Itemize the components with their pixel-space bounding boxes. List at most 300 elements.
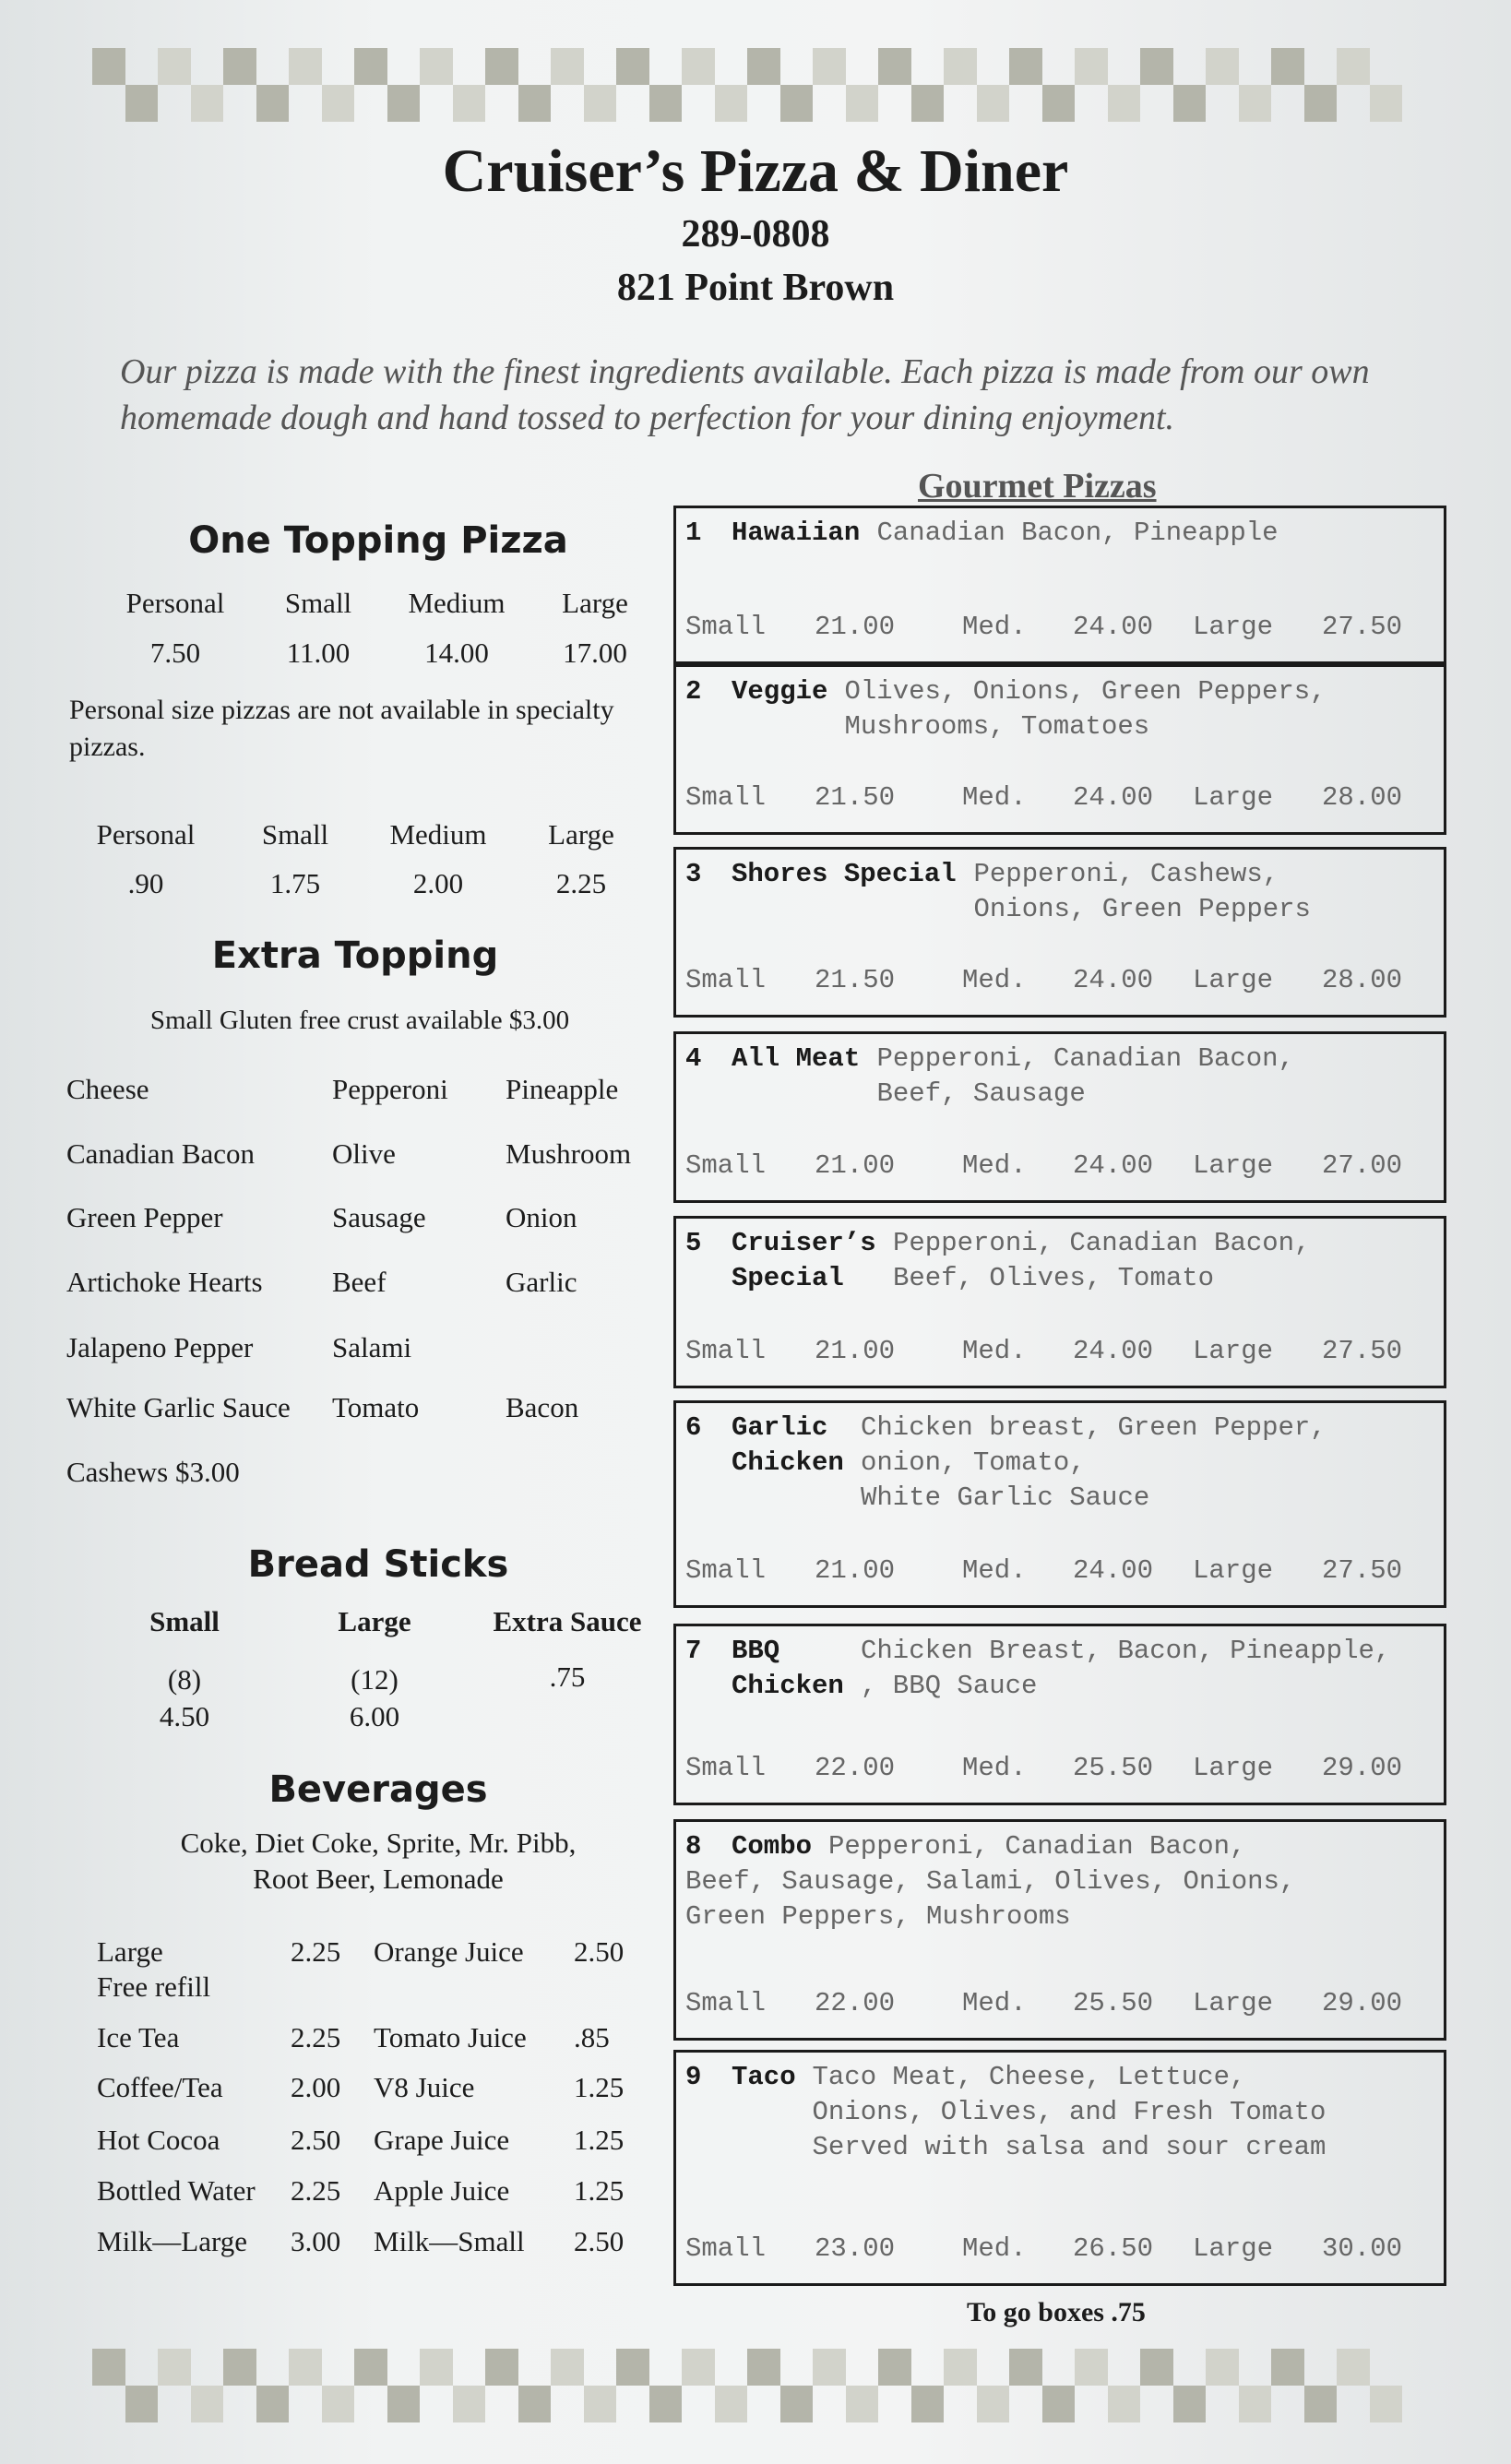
pizza-box-3 (673, 847, 1446, 1018)
price-med: 24.00 (1073, 1555, 1154, 1586)
checker-square (354, 85, 387, 122)
pizza-toppings: Beef, Olives, Tomato (893, 1263, 1215, 1293)
size-label-small: Small (685, 1150, 767, 1181)
pizza-name: Chicken (732, 1671, 844, 1701)
checker-square (1173, 85, 1207, 122)
checker-square (1042, 2386, 1076, 2422)
topping-item: Green Pepper (66, 1201, 223, 1233)
checker-square (453, 2349, 486, 2386)
checker-square (682, 2386, 715, 2422)
checker-square (944, 2386, 977, 2422)
checker-square (1239, 2349, 1272, 2386)
checker-square (846, 2386, 879, 2422)
checker-border-top (92, 48, 1402, 122)
checker-square (616, 2386, 649, 2422)
checker-square (911, 2386, 945, 2422)
size-label-large: Large (1193, 1988, 1274, 2018)
checker-square (191, 2349, 224, 2386)
checker-square (747, 48, 780, 85)
topping-item: White Garlic Sauce (66, 1391, 291, 1423)
beverage-price: 2.50 (574, 2225, 625, 2257)
pizza-toppings: Onions, Green Peppers (973, 894, 1311, 924)
checker-square (191, 2386, 224, 2422)
checker-square (1108, 2349, 1141, 2386)
topping-item: Salami (332, 1331, 412, 1363)
checker-square (1009, 48, 1042, 85)
size-label-large: Large (1193, 1150, 1274, 1181)
checker-square (354, 2349, 387, 2386)
price: 2.00 (412, 867, 464, 899)
checker-square (485, 2349, 518, 2386)
checker-square (551, 85, 584, 122)
checker-square (977, 2386, 1010, 2422)
checker-square (223, 85, 256, 122)
checker-square (223, 2386, 256, 2422)
pizza-name: BBQ (732, 1636, 780, 1666)
checker-square (420, 85, 453, 122)
pizza-toppings: Mushrooms, Tomatoes (844, 711, 1150, 742)
checker-square (1009, 2386, 1042, 2422)
checker-square (322, 85, 355, 122)
to-go-boxes-note: To go boxes .75 (967, 2297, 1146, 2327)
checker-square (584, 2349, 617, 2386)
topping-item: Canadian Bacon (66, 1137, 256, 1170)
checker-square (354, 48, 387, 85)
checker-square (1271, 48, 1304, 85)
beverage-price: 2.50 (291, 2124, 341, 2156)
pizza-toppings: Pepperoni, Canadian Bacon, (876, 1043, 1294, 1074)
pizza-number: 9 (685, 2062, 702, 2092)
checker-square (256, 85, 290, 122)
size-label: Large (562, 587, 628, 619)
topping-item: Pepperoni (332, 1073, 448, 1105)
pizza-toppings: Canadian Bacon, Pineapple (876, 518, 1279, 548)
checker-square (1140, 48, 1173, 85)
checker-square (1370, 2349, 1403, 2386)
checker-square (551, 2386, 584, 2422)
price-med: 24.00 (1073, 782, 1154, 813)
bread-col-label: Small (149, 1605, 220, 1637)
beverage-price: 2.50 (574, 1935, 625, 1968)
beverage-price: .85 (574, 2021, 610, 2053)
checker-square (518, 2349, 552, 2386)
checker-square (485, 2386, 518, 2422)
pizza-toppings: Beef, Sausage (876, 1078, 1086, 1109)
checker-square (747, 2386, 780, 2422)
checker-square (878, 48, 911, 85)
checker-square (846, 48, 879, 85)
checker-square (944, 85, 977, 122)
checker-square (322, 2349, 355, 2386)
checker-square (747, 2349, 780, 2386)
topping-item: Mushroom (506, 1137, 632, 1170)
checker-square (1108, 85, 1141, 122)
price-small: 22.00 (815, 1753, 896, 1783)
price-med: 26.50 (1073, 2233, 1154, 2264)
size-label-small: Small (685, 612, 767, 642)
address: 821 Point Brown (616, 267, 895, 309)
checker-square (485, 48, 518, 85)
checker-square (223, 48, 256, 85)
price-large: 27.50 (1322, 1555, 1403, 1586)
checker-square (289, 48, 322, 85)
checker-square (584, 2386, 617, 2422)
pizza-box-6 (673, 1400, 1446, 1608)
beverage-name: Coffee/Tea (97, 2071, 223, 2103)
checker-square (551, 48, 584, 85)
checker-square (1337, 48, 1370, 85)
pizza-toppings: White Garlic Sauce (861, 1482, 1150, 1513)
personal-size-note: Personal size pizzas are not available in specialty pizzas. (69, 695, 614, 762)
size-label-small: Small (685, 1336, 767, 1366)
pizza-name: Hawaiian (732, 518, 861, 548)
checker-square (125, 48, 159, 85)
price-large: 30.00 (1322, 2233, 1403, 2264)
checker-square (1304, 85, 1338, 122)
checker-square (256, 2349, 290, 2386)
pizza-toppings: , BBQ Sauce (861, 1671, 1038, 1701)
size-label: Small (261, 818, 329, 851)
checker-square (813, 85, 846, 122)
checker-square (387, 48, 421, 85)
checker-square (1370, 48, 1403, 85)
beverage-name: Tomato Juice (374, 2021, 527, 2053)
checker-square (1108, 2386, 1141, 2422)
checker-square (682, 85, 715, 122)
pizza-toppings: Pepperoni, Canadian Bacon, (893, 1228, 1311, 1258)
checker-square (1075, 2349, 1108, 2386)
checker-square (420, 2386, 453, 2422)
beverage-price: 2.00 (291, 2071, 341, 2103)
size-label-large: Large (1193, 1555, 1274, 1586)
price-large: 27.00 (1322, 1150, 1403, 1181)
size-label-med: Med. (962, 2233, 1027, 2264)
checker-square (158, 48, 191, 85)
gourmet-heading: Gourmet Pizzas (918, 467, 1157, 506)
checker-square (584, 85, 617, 122)
checker-square (1239, 48, 1272, 85)
checker-square (1075, 48, 1108, 85)
checker-square (420, 2349, 453, 2386)
beverage-name: Large (97, 1935, 163, 1968)
checker-square (649, 2386, 683, 2422)
bread-price: 4.50 (159, 1700, 210, 1732)
price-med: 25.50 (1073, 1988, 1154, 2018)
checker-square (682, 48, 715, 85)
beverage-name: V8 Juice (374, 2071, 475, 2103)
checker-square (1042, 2349, 1076, 2386)
checker-square (1304, 2386, 1338, 2422)
price-large: 29.00 (1322, 1753, 1403, 1783)
restaurant-name: Cruiser’s Pizza & Diner (442, 137, 1069, 205)
checker-square (1206, 2349, 1239, 2386)
checker-square (1206, 2386, 1239, 2422)
checker-square (289, 2386, 322, 2422)
checker-square (1042, 48, 1076, 85)
checker-square (485, 85, 518, 122)
pizza-toppings: Taco Meat, Cheese, Lettuce, (812, 2062, 1246, 2092)
checker-square (1140, 2386, 1173, 2422)
intro-text: Our pizza is made with the finest ingredients available. Each pizza is made from our own homemade dough and hand tossed to perfection for your dining enjoyment. (120, 352, 1370, 437)
checker-square (649, 2349, 683, 2386)
checker-square (158, 2349, 191, 2386)
pizza-toppings: Chicken Breast, Bacon, Pineapple, (861, 1636, 1391, 1666)
checker-square (1009, 2349, 1042, 2386)
bread-count: (12) (351, 1663, 399, 1696)
checker-square (780, 2349, 814, 2386)
pizza-name: Combo (732, 1831, 813, 1862)
checker-square (813, 2386, 846, 2422)
checker-square (1271, 2386, 1304, 2422)
pizza-number: 6 (685, 1412, 702, 1443)
topping-item: Pineapple (506, 1073, 619, 1105)
pizza-toppings: Pepperoni, Canadian Bacon, (828, 1831, 1246, 1862)
pizza-name: Cruiser’s (732, 1228, 876, 1258)
checker-square (551, 2349, 584, 2386)
pizza-box-4 (673, 1031, 1446, 1203)
pizza-toppings: Chicken breast, Green Pepper, (861, 1412, 1327, 1443)
pizza-name: Garlic (732, 1412, 828, 1443)
topping-item: Cheese (66, 1073, 149, 1105)
checker-square (1304, 48, 1338, 85)
checker-square (616, 85, 649, 122)
checker-square (387, 2349, 421, 2386)
size-label-large: Large (1193, 965, 1274, 995)
pizza-number: 8 (685, 1831, 702, 1862)
checker-square (1206, 48, 1239, 85)
price-large: 27.50 (1322, 1336, 1403, 1366)
price-med: 24.00 (1073, 1150, 1154, 1181)
price-small: 21.00 (815, 1555, 896, 1586)
beverage-name: Hot Cocoa (97, 2124, 220, 2156)
checker-square (616, 48, 649, 85)
price-small: 21.50 (815, 782, 896, 813)
phone-number: 289-0808 (681, 213, 830, 256)
checker-square (649, 85, 683, 122)
checker-square (1075, 85, 1108, 122)
checker-square (92, 2386, 125, 2422)
price-med: 25.50 (1073, 1753, 1154, 1783)
pizza-name: Special (732, 1263, 844, 1293)
checker-square (453, 2386, 486, 2422)
checker-square (715, 85, 748, 122)
beverage-name: Grape Juice (374, 2124, 510, 2156)
size-label-large: Large (1193, 1753, 1274, 1783)
checker-square (780, 85, 814, 122)
sodas-list: Root Beer, Lemonade (253, 1863, 504, 1895)
checker-square (1337, 85, 1370, 122)
beverage-name: Orange Juice (374, 1935, 524, 1968)
checker-square (518, 2386, 552, 2422)
checker-square (911, 85, 945, 122)
checker-square (715, 2349, 748, 2386)
checker-square (878, 2386, 911, 2422)
size-label-small: Small (685, 965, 767, 995)
checker-square (322, 2386, 355, 2422)
topping-item: Beef (332, 1266, 387, 1298)
price-small: 22.00 (815, 1988, 896, 2018)
size-label-large: Large (1193, 782, 1274, 813)
size-label: Personal (96, 818, 196, 851)
pizza-box-5 (673, 1216, 1446, 1388)
bread-col-label: Large (338, 1605, 411, 1637)
topping-item: Garlic (506, 1266, 577, 1298)
size-label-large: Large (1193, 2233, 1274, 2264)
checker-square (846, 2349, 879, 2386)
pizza-box-8 (673, 1819, 1446, 2041)
checker-square (715, 2386, 748, 2422)
checker-square (747, 85, 780, 122)
pizza-box-1 (673, 506, 1446, 664)
checker-square (1239, 2386, 1272, 2422)
size-label-small: Small (685, 1753, 767, 1783)
checker-square (878, 2349, 911, 2386)
checker-square (1271, 2349, 1304, 2386)
pizza-number: 1 (685, 518, 702, 548)
size-label-med: Med. (962, 1336, 1027, 1366)
price-large: 29.00 (1322, 1988, 1403, 2018)
gluten-free-note: Small Gluten free crust available $3.00 (149, 1006, 570, 1035)
pizza-toppings: onion, Tomato, (861, 1447, 1086, 1478)
beverage-name: Apple Juice (374, 2174, 510, 2207)
price-med: 24.00 (1073, 965, 1154, 995)
checker-square (125, 2349, 159, 2386)
price: 1.75 (269, 867, 321, 899)
beverage-name: Ice Tea (97, 2021, 180, 2053)
size-label: Medium (389, 818, 487, 851)
checker-square (1042, 85, 1076, 122)
pizza-toppings: Beef, Sausage, Salami, Olives, Onions, (685, 1866, 1296, 1897)
size-label: Small (284, 587, 352, 619)
checker-square (1173, 48, 1207, 85)
checker-square (387, 2386, 421, 2422)
checker-square (846, 85, 879, 122)
checker-square (453, 85, 486, 122)
price-large: 28.00 (1322, 782, 1403, 813)
topping-item: Artichoke Hearts (66, 1266, 263, 1298)
size-label-med: Med. (962, 782, 1027, 813)
checker-square (125, 2386, 159, 2422)
pizza-name: Shores Special (732, 859, 957, 889)
checker-square (256, 48, 290, 85)
beverage-price: 3.00 (291, 2225, 341, 2257)
checker-square (1009, 85, 1042, 122)
checker-square (682, 2349, 715, 2386)
size-label: Personal (125, 587, 225, 619)
checker-square (354, 2386, 387, 2422)
checker-square (1108, 48, 1141, 85)
checker-square (1075, 2386, 1108, 2422)
topping-item: Sausage (332, 1201, 426, 1233)
topping-item: Onion (506, 1201, 577, 1233)
pizza-box-7 (673, 1624, 1446, 1805)
pizza-toppings: Green Peppers, Mushrooms (685, 1901, 1071, 1932)
topping-item: Olive (332, 1137, 396, 1170)
extra-topping-heading: Extra Topping (211, 934, 499, 977)
pizza-toppings: Pepperoni, Cashews, (973, 859, 1279, 889)
price-large: 28.00 (1322, 965, 1403, 995)
checker-square (584, 48, 617, 85)
checker-square (191, 85, 224, 122)
checker-square (453, 48, 486, 85)
size-label-med: Med. (962, 1150, 1027, 1181)
pizza-toppings: Served with salsa and sour cream (812, 2132, 1327, 2162)
price-small: 21.00 (815, 1336, 896, 1366)
checker-square (813, 48, 846, 85)
pizza-name: All Meat (732, 1043, 861, 1074)
beverage-name: Milk—Small (374, 2225, 525, 2257)
checker-square (191, 48, 224, 85)
checker-square (518, 48, 552, 85)
pizza-toppings: Onions, Olives, and Fresh Tomato (812, 2097, 1327, 2127)
pizza-name: Veggie (732, 676, 828, 707)
checker-square (92, 2349, 125, 2386)
checker-square (158, 2386, 191, 2422)
beverage-price: 2.25 (291, 1935, 341, 1968)
checker-square (518, 85, 552, 122)
checker-square (1370, 85, 1403, 122)
checker-square (1271, 85, 1304, 122)
size-label-med: Med. (962, 965, 1027, 995)
size-label-large: Large (1193, 612, 1274, 642)
pizza-number: 2 (685, 676, 702, 707)
checker-square (878, 85, 911, 122)
checker-square (715, 48, 748, 85)
topping-item: Jalapeno Pepper (66, 1331, 254, 1363)
checker-square (223, 2349, 256, 2386)
checker-square (1140, 85, 1173, 122)
checker-square (944, 2349, 977, 2386)
checker-square (911, 48, 945, 85)
checker-square (616, 2349, 649, 2386)
checker-square (256, 2386, 290, 2422)
checker-square (977, 48, 1010, 85)
size-label-med: Med. (962, 1753, 1027, 1783)
pizza-box-9 (673, 2050, 1446, 2286)
checker-square (387, 85, 421, 122)
checker-square (1370, 2386, 1403, 2422)
size-label-med: Med. (962, 612, 1027, 642)
checker-border-bottom (92, 2349, 1402, 2422)
price: 17.00 (563, 637, 627, 669)
bread-price: 6.00 (349, 1700, 400, 1732)
bread-count: (8) (167, 1663, 202, 1696)
beverage-price: 2.25 (291, 2021, 341, 2053)
checker-square (977, 2349, 1010, 2386)
price-med: 24.00 (1073, 1336, 1154, 1366)
size-label-small: Small (685, 782, 767, 813)
beverage-price: 1.25 (574, 2124, 625, 2156)
checker-square (1206, 85, 1239, 122)
price: .90 (127, 867, 164, 899)
checker-square (1140, 2349, 1173, 2386)
checker-square (92, 48, 125, 85)
size-label-small: Small (685, 1555, 767, 1586)
beverage-price: 1.25 (574, 2071, 625, 2103)
beverage-note: Free refill (97, 1970, 211, 2003)
checker-square (1239, 85, 1272, 122)
checker-square (780, 48, 814, 85)
checker-square (322, 48, 355, 85)
checker-square (1337, 2349, 1370, 2386)
size-label-small: Small (685, 2233, 767, 2264)
price-small: 21.00 (815, 612, 896, 642)
checker-square (158, 85, 191, 122)
topping-item: Cashews $3.00 (66, 1456, 240, 1488)
price-small: 23.00 (815, 2233, 896, 2264)
sodas-list: Coke, Diet Coke, Sprite, Mr. Pibb, (180, 1827, 577, 1859)
size-label-large: Large (1193, 1336, 1274, 1366)
